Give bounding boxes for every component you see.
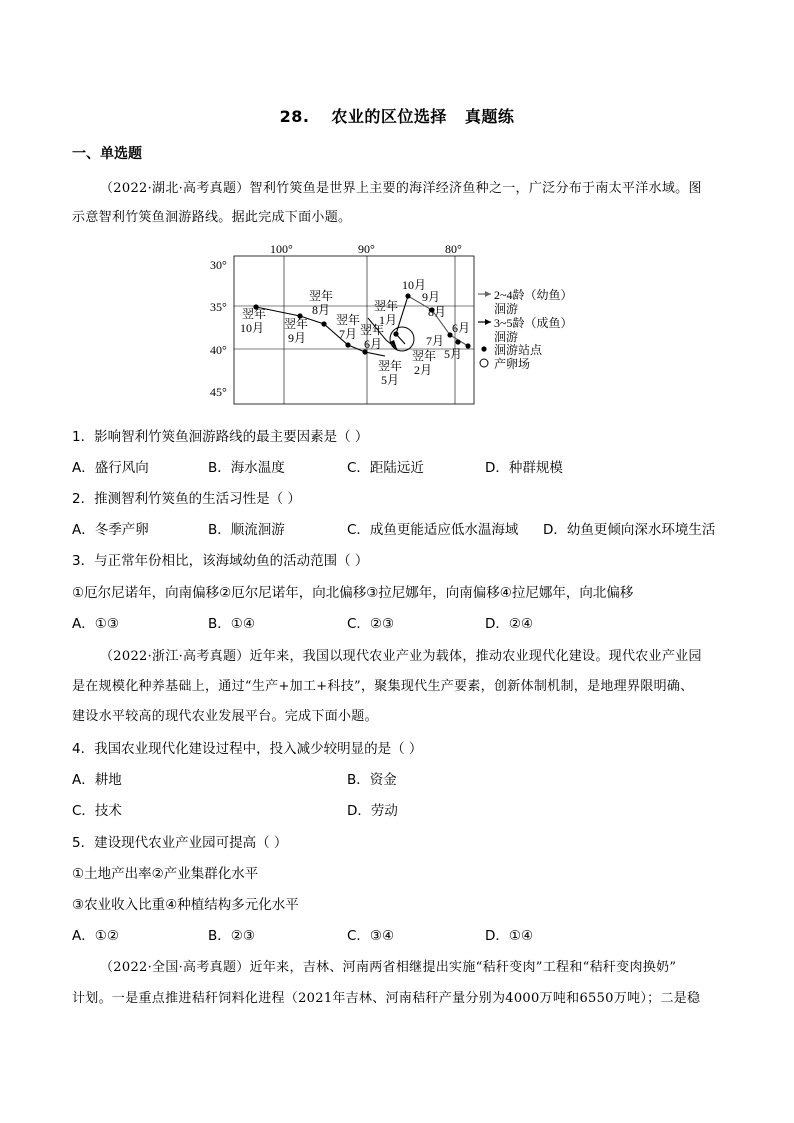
q3-option-c[interactable]: C．②③ (347, 616, 395, 632)
q5-option-c[interactable]: C．③④ (347, 928, 395, 944)
q3-stem: 3．与正常年份相比，该海域幼鱼的活动范围（ ） (72, 553, 369, 569)
q4-stem: 4．我国农业现代化建设过程中，投入减少较明显的是（ ） (72, 741, 423, 757)
station-dot (455, 339, 460, 344)
month-label: 翌年 (284, 317, 309, 331)
month-label: 翌年 (360, 323, 385, 337)
q4-option-a[interactable]: A．耕地 (72, 772, 122, 788)
q3-option-b[interactable]: B．①④ (208, 616, 255, 632)
lon-label-80: 80° (445, 242, 462, 256)
q2-option-b[interactable]: B．顺流洄游 (208, 522, 285, 538)
month-label: 5月 (381, 373, 400, 387)
q2-option-a[interactable]: A．冬季产卵 (72, 522, 149, 538)
lat-label-45: 45° (210, 385, 227, 399)
q3-statements: ①厄尔尼诺年，向南偏移②厄尔尼诺年，向北偏移③拉尼娜年，向南偏移④拉尼娜年，向北偏移 (72, 585, 634, 601)
month-label: 9月 (288, 331, 307, 345)
q2-option-d[interactable]: D．幼鱼更倾向深水环境生活 (543, 522, 716, 538)
month-label: 8月 (428, 305, 447, 319)
q3-option-a[interactable]: A．①③ (72, 616, 119, 632)
q5-option-a[interactable]: A．①② (72, 928, 119, 944)
month-label: 6月 (452, 321, 471, 335)
month-label: 2月 (414, 363, 433, 377)
lat-label-30: 30° (210, 258, 227, 272)
q5-statements-2: ③农业收入比重④种植结构多元化水平 (72, 897, 299, 913)
legend-adult: 3~5龄（成鱼） (494, 316, 573, 330)
q1-option-c[interactable]: C．距陆远近 (347, 460, 424, 476)
month-label: 8月 (312, 303, 331, 317)
month-label: 7月 (339, 327, 358, 341)
q5-option-d[interactable]: D．①④ (485, 928, 534, 944)
gray-arrow-icon (485, 291, 491, 297)
q4-option-c[interactable]: C．技术 (72, 803, 122, 819)
q5-option-b[interactable]: B．②③ (208, 928, 255, 944)
month-label: 9月 (422, 290, 441, 304)
q1-stem: 1．影响智利竹筴鱼洄游路线的最主要因素是（ ） (72, 429, 369, 445)
black-arrow-icon (485, 319, 491, 325)
legend-station: 洄游站点 (494, 343, 543, 357)
q2-stem: 2．推测智利竹筴鱼的生活习性是（ ） (72, 491, 301, 507)
section-heading: 一、单选题 (72, 146, 142, 162)
legend-juvenile: 2~4龄（幼鱼） (494, 288, 573, 302)
month-label: 翌年 (412, 349, 437, 363)
lon-label-90: 90° (358, 242, 375, 256)
legend-juvenile-b: 洄游 (494, 302, 519, 316)
month-label: 10月 (402, 278, 427, 292)
month-label: 7月 (426, 334, 445, 348)
station-dot (465, 343, 470, 348)
station-dot (321, 321, 326, 326)
station-dot (393, 331, 398, 336)
q1-option-b[interactable]: B．海水温度 (208, 460, 285, 476)
lat-label-35: 35° (210, 300, 227, 314)
spawning-circle-icon (480, 359, 488, 367)
q3-option-d[interactable]: D．②④ (485, 616, 534, 632)
q1-option-d[interactable]: D．种群规模 (485, 460, 563, 476)
migration-map-figure (200, 238, 600, 408)
month-label: 翌年 (374, 299, 399, 313)
q5-statements-1: ①土地产出率②产业集群化水平 (72, 866, 259, 882)
station-dot-icon (481, 346, 486, 351)
q4-option-d[interactable]: D．劳动 (347, 803, 398, 819)
month-label: 翌年 (242, 307, 267, 321)
passage1-line2: 示意智利竹筴鱼洄游路线。据此完成下面小题。 (72, 210, 352, 225)
month-label: 6月 (364, 337, 383, 351)
passage2-line1: （2022·浙江·高考真题）近年来，我国以现代农业产业为载体，推动农业现代化建设。现代农业产业园 (100, 649, 702, 664)
passage2-line2: 是在规模化种养基础上，通过“生产+加工+科技”，聚集现代生产要素，创新体制机制，是地理界限明确、 (72, 679, 694, 694)
q4-option-b[interactable]: B．资金 (347, 772, 397, 788)
station-dot (345, 342, 350, 347)
month-label: 1月 (379, 313, 398, 327)
q5-stem: 5．建设现代农业产业园可提高（ ） (72, 835, 288, 851)
passage2-line3: 建设水平较高的现代农业发展平台。完成下面小题。 (72, 709, 378, 724)
spawning-ground-circle (390, 327, 414, 351)
passage1-line1: （2022·湖北·高考真题）智利竹筴鱼是世界上主要的海洋经济鱼种之一，广泛分布于南太平洋水域。图 (100, 181, 702, 196)
legend-adult-b: 洄游 (494, 330, 519, 344)
lon-label-100: 100° (270, 242, 293, 256)
map-legend (478, 287, 573, 371)
station-dot (405, 293, 410, 298)
month-label: 翌年 (309, 289, 334, 303)
page-title: 28. 农业的区位选择 真题练 (279, 107, 515, 126)
legend-spawn: 产卵场 (494, 357, 531, 371)
month-label: 5月 (444, 347, 463, 361)
passage3-line2: 计划。一是重点推进秸秆饲料化进程（2021年吉林、河南秸秆产量分别为4000万吨和6550万吨）；二是稳 (72, 991, 701, 1006)
lat-label-40: 40° (210, 343, 227, 357)
q1-option-a[interactable]: A．盛行风向 (72, 460, 149, 476)
month-label: 10月 (240, 321, 265, 335)
passage3-line1: （2022·全国·高考真题）近年来，吉林、河南两省相继提出实施“秸秆变肉”工程和“秸秆变肉换奶” (100, 960, 677, 975)
q2-option-c[interactable]: C．成鱼更能适应低水温海域 (347, 522, 519, 538)
month-label: 翌年 (336, 313, 361, 327)
month-label: 翌年 (378, 359, 403, 373)
